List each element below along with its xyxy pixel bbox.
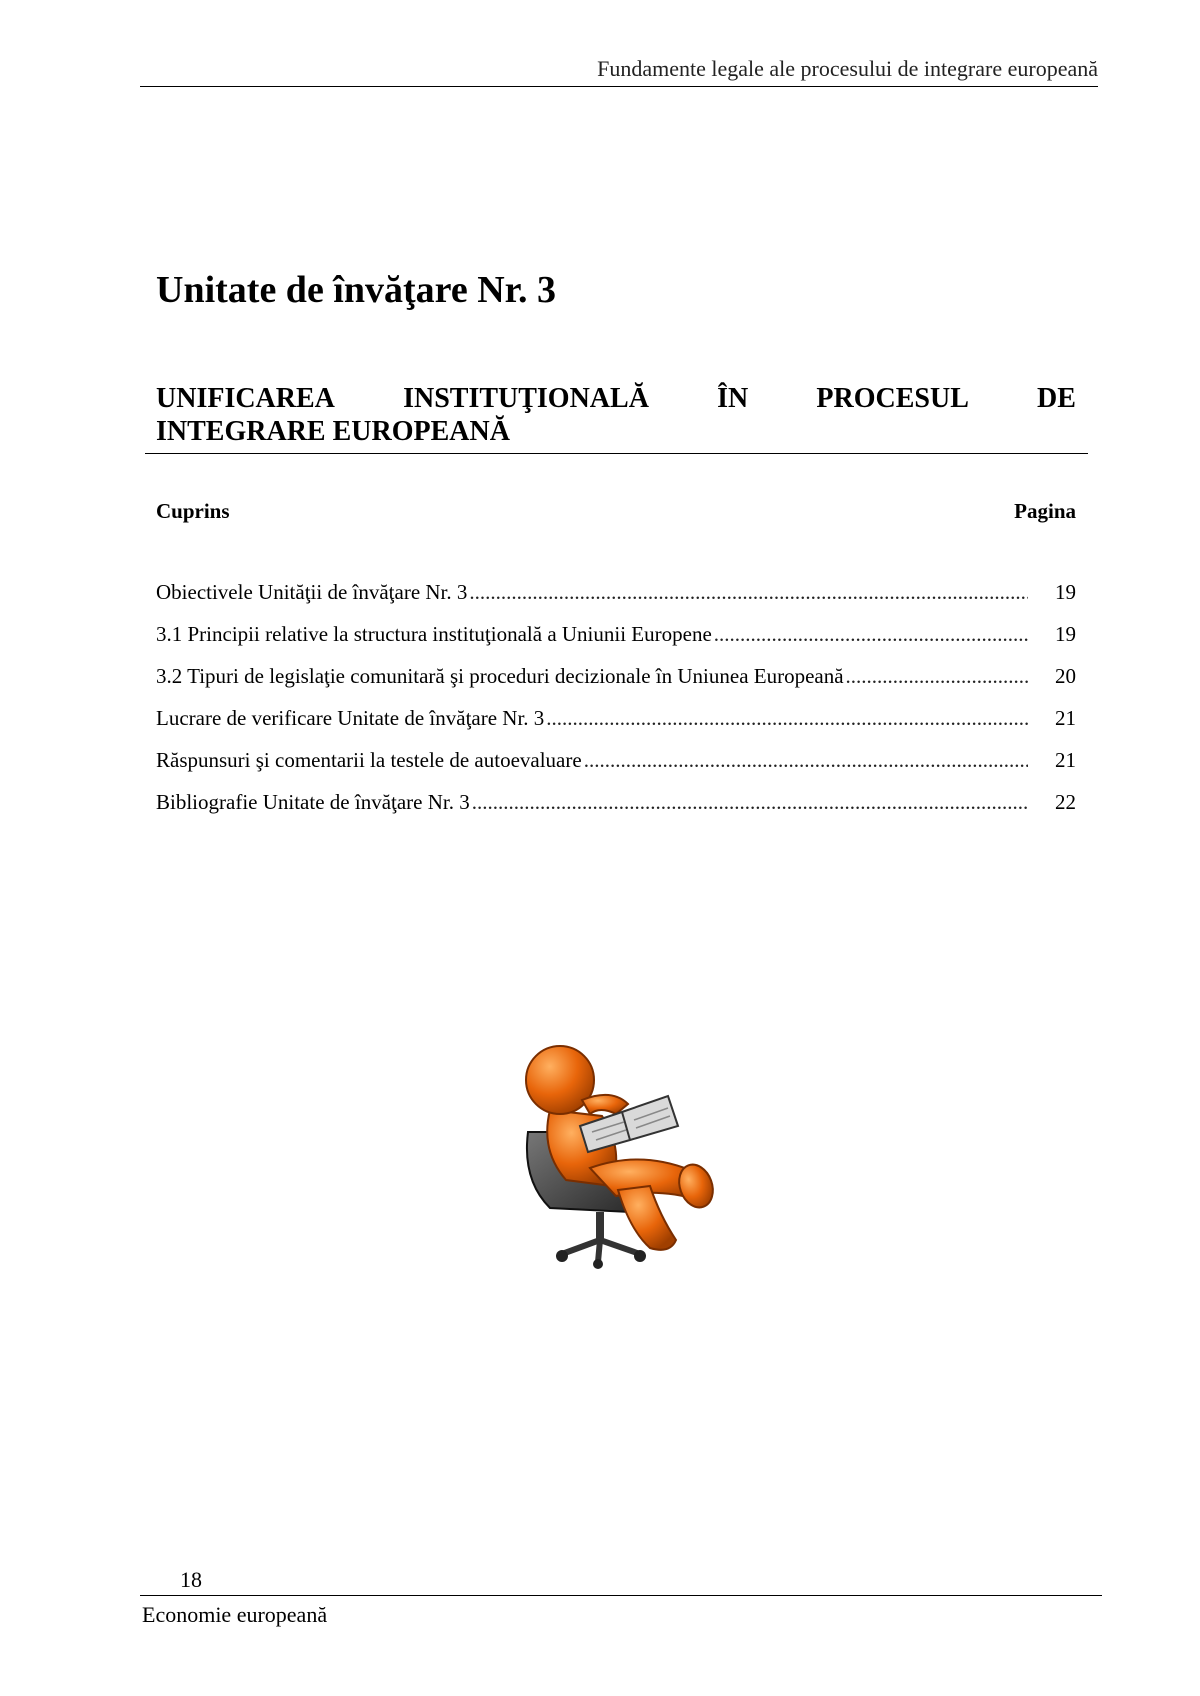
toc-entry-page: 20 — [1055, 664, 1076, 688]
page-number: 18 — [180, 1567, 202, 1592]
chapter-title-line1 — [156, 382, 1076, 415]
unit-title: Unitate de învăţare Nr. 3 — [156, 269, 557, 311]
toc-entry[interactable] — [156, 790, 1076, 832]
toc-leader-dots — [472, 790, 1028, 815]
toc-entry[interactable] — [156, 664, 1076, 706]
toc-entry[interactable] — [156, 706, 1076, 748]
toc-entry[interactable] — [156, 748, 1076, 790]
toc-leader-dots — [546, 706, 1028, 731]
toc-entry-page: 21 — [1055, 748, 1076, 772]
chapter-title-word: DE — [1037, 383, 1076, 414]
toc-entry[interactable] — [156, 622, 1076, 664]
person-reading-book-icon — [520, 1040, 740, 1270]
toc-entry-page: 19 — [1055, 622, 1076, 646]
toc-entry-text: 3.2 Tipuri de legislaţie comunitară şi proceduri decizionale în Uniunea Europeană — [156, 664, 844, 688]
toc-header — [156, 499, 1076, 524]
toc-entry-page: 22 — [1055, 790, 1076, 814]
chapter-title — [156, 382, 1076, 448]
chapter-divider — [145, 453, 1088, 454]
running-header: Fundamente legale ale procesului de integrare europeană — [140, 56, 1098, 87]
toc-leader-dots — [846, 664, 1028, 689]
toc-leader-dots — [714, 622, 1028, 647]
toc-entry-text: Lucrare de verificare Unitate de învăţare Nr. 3 — [156, 706, 545, 730]
chapter-title-word: ÎN — [717, 383, 749, 414]
toc-page-heading: Pagina — [1014, 499, 1076, 523]
chapter-title-word: PROCESUL — [816, 383, 969, 414]
toc-leader-dots — [584, 748, 1028, 773]
toc-entry-text: Obiectivele Unităţii de învăţare Nr. 3 — [156, 580, 468, 604]
toc-entry-page: 21 — [1055, 706, 1076, 730]
toc-entry-page: 19 — [1055, 580, 1076, 604]
table-of-contents — [156, 580, 1076, 832]
toc-entry-text: Bibliografie Unitate de învăţare Nr. 3 — [156, 790, 470, 814]
toc-entry[interactable] — [156, 580, 1076, 622]
chapter-title-word: INSTITUŢIONALĂ — [403, 383, 649, 414]
toc-entry-text: Răspunsuri şi comentarii la testele de autoevaluare — [156, 748, 582, 772]
chapter-title-line2: INTEGRARE EUROPEANĂ — [156, 416, 510, 447]
toc-leader-dots — [469, 580, 1028, 605]
running-footer: Economie europeană — [142, 1602, 328, 1627]
chapter-title-word: UNIFICAREA — [156, 383, 335, 414]
toc-entry-text: 3.1 Principii relative la structura instituţională a Uniunii Europene — [156, 622, 712, 646]
footer-divider — [140, 1595, 1102, 1596]
toc-heading: Cuprins — [156, 499, 230, 523]
